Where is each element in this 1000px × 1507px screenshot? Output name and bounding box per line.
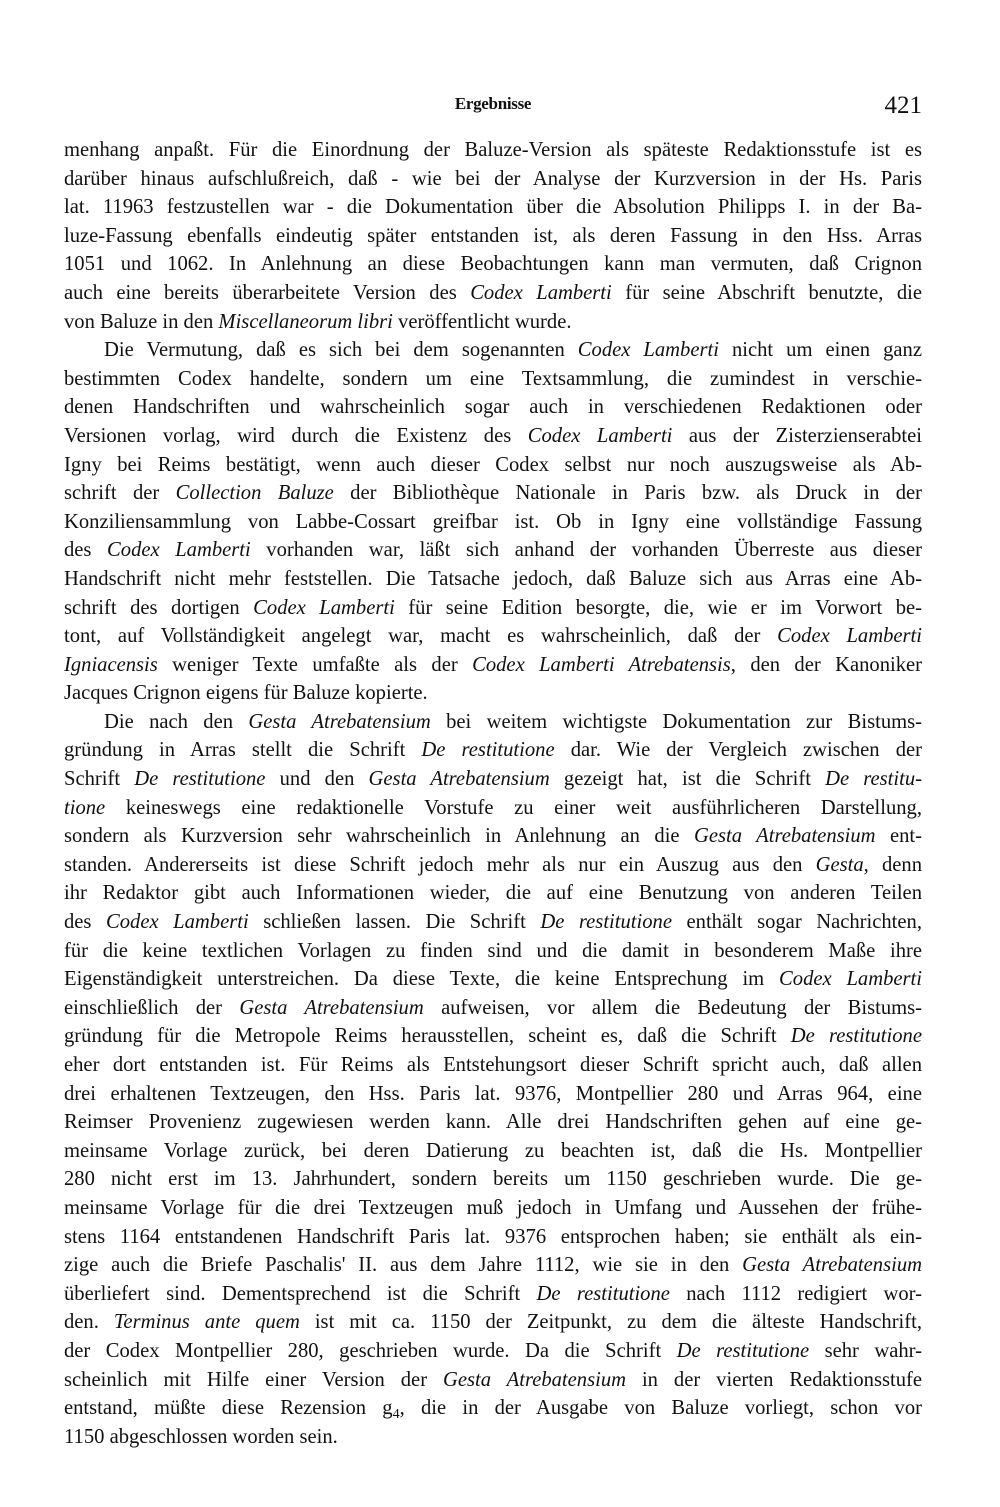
- text-span: gründung in Arras stellt die Schrift: [64, 739, 422, 762]
- text-line: [64, 250, 922, 279]
- text-line: [64, 651, 922, 680]
- page-number: 421: [884, 92, 922, 119]
- text-span: Jacques Crignon eigens für Baluze kopierte.: [64, 682, 428, 705]
- text-span: schrift der: [64, 482, 176, 505]
- text-line: [64, 1165, 922, 1194]
- text-line: [64, 451, 922, 480]
- text-line: [64, 994, 922, 1023]
- italic-span: De restitutione: [676, 1339, 810, 1362]
- text-line: [64, 1022, 922, 1051]
- text-span: dar. Wie der Vergleich zwischen der: [554, 739, 922, 762]
- italic-span: Gesta Atrebatensium: [239, 996, 424, 1019]
- text-line: [64, 908, 922, 937]
- italic-span: Codex Lamberti: [253, 596, 395, 619]
- text-span: luze-Fassung ebenfalls eindeutig später entstanden ist, als deren Fassung in den Hss. Arras: [64, 224, 922, 247]
- text-line: [64, 736, 922, 765]
- text-span: 1150 abgeschlossen worden sein.: [64, 1425, 338, 1448]
- text-line: [64, 794, 922, 823]
- text-span: den.: [64, 1311, 114, 1334]
- text-line: [64, 1080, 922, 1109]
- text-line: [64, 536, 922, 565]
- text-span: 280 nicht erst im 13. Jahrhundert, sondern bereits um 1150 geschrieben wurde. Die ge-: [64, 1168, 922, 1191]
- text-span: bei weitem wichtigste Dokumentation zur Bistums-: [430, 710, 923, 733]
- text-span: enthält sogar Nachrichten,: [671, 911, 922, 934]
- text-span: nach 1112 redigiert wor-: [669, 1282, 922, 1305]
- italic-span: De restitutione: [790, 1025, 922, 1048]
- italic-span: De restitu-: [825, 768, 923, 791]
- italic-span: Collection Baluze: [175, 482, 334, 505]
- text-span: schrift des dortigen: [64, 596, 254, 619]
- text-span: keineswegs eine redaktionelle Vorstufe zu einer weit ausführlicheren Darstellung,: [105, 796, 922, 819]
- text-span: aufweisen, vor allem die Bedeutung der Bistums-: [423, 996, 923, 1019]
- italic-span: Gesta Atrebatensium: [694, 825, 876, 848]
- text-line: [64, 393, 922, 422]
- text-line: [64, 1108, 922, 1137]
- text-line: [64, 1280, 922, 1309]
- text-span: überliefert sind. Dementsprechend ist die Schrift: [64, 1282, 537, 1305]
- text-span: Schrift: [64, 768, 135, 791]
- text-span: für seine Abschrift benutzte, die: [611, 281, 922, 304]
- subscript: 4: [392, 1407, 400, 1423]
- text-span: scheinlich mit Hilfe einer Version der: [64, 1368, 444, 1391]
- text-line: [64, 1337, 922, 1366]
- text-span: meinsame Vorlage zurück, bei deren Datierung zu beachten ist, daß die Hs. Montpellier: [64, 1139, 922, 1162]
- text-line: [64, 136, 922, 165]
- text-line: [64, 1423, 922, 1452]
- italic-span: Terminus ante quem: [113, 1311, 300, 1334]
- text-line: [64, 965, 922, 994]
- text-span: meinsame Vorlage für die drei Textzeugen muß jedoch in Umfang und Aussehen der frühe-: [64, 1196, 922, 1219]
- italic-span: tione: [64, 796, 106, 819]
- italic-span: Codex Lamberti: [577, 339, 719, 362]
- italic-span: Gesta Atrebatensium: [443, 1368, 626, 1391]
- text-span: des: [64, 539, 108, 562]
- text-line: [64, 1308, 922, 1337]
- text-span: sondern als Kurzversion sehr wahrscheinlich in Anlehnung an die: [64, 825, 695, 848]
- text-span: veröffentlicht wurde.: [392, 310, 572, 333]
- text-line: [64, 336, 922, 365]
- text-line: [64, 1366, 922, 1395]
- text-span: menhang anpaßt. Für die Einordnung der Baluze-Version als späteste Redaktionsstufe ist es: [64, 139, 922, 161]
- text-line: [64, 1137, 922, 1166]
- text-line: [64, 594, 922, 623]
- italic-span: De restitutione: [536, 1282, 670, 1305]
- text-span: Versionen vorlag, wird durch die Existenz des: [64, 424, 528, 447]
- text-span: des: [64, 911, 106, 934]
- text-span: , den der Kanoniker: [730, 653, 923, 676]
- text-line: [64, 851, 922, 880]
- italic-span: De restitutione: [421, 739, 555, 762]
- text-span: auch eine bereits überarbeitete Version des: [64, 281, 471, 304]
- text-span: entstand, müßte diese Rezension g: [64, 1397, 393, 1420]
- text-span: Reimser Provenienz zugewiesen werden kann. Alle drei Handschriften gehen auf eine ge-: [64, 1111, 922, 1134]
- text-span: Die nach den: [104, 710, 249, 733]
- text-line: [64, 365, 922, 394]
- text-span: ihr Redaktor gibt auch Informationen wieder, die auf eine Benutzung von anderen Teilen: [64, 882, 922, 905]
- text-span: , die in der Ausgabe von Baluze vorliegt, schon vor: [399, 1397, 922, 1420]
- text-span: gründung für die Metropole Reims herausstellen, scheint es, daß die Schrift: [64, 1025, 791, 1048]
- text-span: denen Handschriften und wahrscheinlich sogar auch in verschiedenen Redaktionen oder: [64, 396, 922, 419]
- italic-span: Gesta Atrebatensium: [248, 710, 431, 733]
- text-span: darüber hinaus aufschlußreich, daß - wie bei der Analyse der Kurzversion in der Hs. Paris: [64, 167, 922, 190]
- text-span: ist mit ca. 1150 der Zeitpunkt, zu dem die älteste Handschrift,: [299, 1311, 923, 1334]
- text-span: einschließlich der: [64, 996, 240, 1019]
- text-line: [64, 1051, 922, 1080]
- text-span: für seine Edition besorgte, die, wie er im Vorwort be-: [394, 596, 923, 619]
- text-span: weniger Texte umfaßte als der: [157, 653, 473, 676]
- text-line: [64, 708, 922, 737]
- text-span: drei erhaltenen Textzeugen, den Hss. Paris lat. 9376, Montpellier 280 und Arras 964, eine: [64, 1082, 922, 1105]
- italic-span: Codex Lamberti Atrebatensis: [472, 653, 731, 676]
- text-span: der Codex Montpellier 280, geschrieben wurde. Da die Schrift: [64, 1339, 677, 1362]
- text-line: [64, 1394, 922, 1423]
- text-line: [64, 1223, 922, 1252]
- text-line: [64, 937, 922, 966]
- text-line: [64, 279, 922, 308]
- text-span: schließen lassen. Die Schrift: [248, 911, 541, 934]
- text-span: Die Vermutung, daß es sich bei dem sogenannten: [104, 339, 578, 362]
- text-line: [64, 565, 922, 594]
- italic-span: Gesta Atrebatensium: [742, 1254, 922, 1277]
- italic-span: Codex Lamberti: [779, 968, 922, 991]
- italic-span: Codex Lamberti: [107, 539, 251, 562]
- running-header: [64, 92, 922, 126]
- text-line: [64, 622, 922, 651]
- italic-span: Gesta: [815, 853, 864, 876]
- text-span: Handschrift nicht mehr feststellen. Die Tatsache jedoch, daß Baluze sich aus Arras eine Ab-: [64, 567, 922, 590]
- text-line: [64, 879, 922, 908]
- text-line: [64, 1194, 922, 1223]
- text-span: und den: [265, 768, 369, 791]
- paragraph: [64, 336, 922, 708]
- text-span: 1051 und 1062. In Anlehnung an diese Beobachtungen kann man vermuten, daß Crignon: [64, 253, 922, 276]
- italic-span: De restitutione: [134, 768, 266, 791]
- text-span: eher dort entstanden ist. Für Reims als Entstehungsort dieser Schrift spricht auch, daß allen: [64, 1054, 922, 1076]
- text-span: vorhanden war, läßt sich anhand der vorhanden Überreste aus dieser: [250, 539, 922, 562]
- text-span: gezeigt hat, ist die Schrift: [549, 768, 826, 791]
- text-line: [64, 222, 922, 251]
- text-span: von Baluze in den: [64, 310, 219, 333]
- text-span: der Bibliothèque Nationale in Paris bzw. als Druck in der: [333, 482, 923, 505]
- body-text: [64, 136, 922, 1451]
- text-span: aus der Zisterzienserabtei: [672, 424, 923, 447]
- text-line: [64, 193, 922, 222]
- paragraph: [64, 136, 922, 336]
- text-span: zige auch die Briefe Paschalis' II. aus dem Jahre 1112, wie sie in den: [64, 1254, 743, 1277]
- text-span: Konziliensammlung von Labbe-Cossart greifbar ist. Ob in Igny eine vollständige Fassung: [64, 510, 922, 533]
- text-line: [64, 1251, 922, 1280]
- text-span: nicht um einen ganz: [718, 339, 922, 362]
- text-span: Eigenständigkeit unterstreichen. Da diese Texte, die keine Entsprechung im: [64, 968, 780, 991]
- text-line: [64, 308, 922, 337]
- text-span: tont, auf Vollständigkeit angelegt war, macht es wahrscheinlich, daß der: [64, 625, 778, 648]
- text-span: in der vierten Redaktionsstufe: [626, 1368, 923, 1391]
- text-line: [64, 422, 922, 451]
- text-span: Igny bei Reims bestätigt, wenn auch dieser Codex selbst nur noch auszugsweise als Ab-: [64, 453, 922, 476]
- text-span: sehr wahr-: [809, 1339, 922, 1362]
- text-line: [64, 479, 922, 508]
- italic-span: Codex Lamberti: [777, 625, 922, 648]
- italic-span: Codex Lamberti: [470, 281, 612, 304]
- italic-span: De restitutione: [540, 911, 672, 934]
- italic-span: Gesta Atrebatensium: [368, 768, 550, 791]
- text-line: [64, 679, 922, 708]
- paragraph: [64, 708, 922, 1451]
- text-line: [64, 508, 922, 537]
- text-line: [64, 165, 922, 194]
- italic-span: Codex Lamberti: [106, 911, 249, 934]
- text-span: für die keine textlichen Vorlagen zu finden sind und die damit in besonderem Maße ihre: [64, 939, 922, 962]
- text-span: standen. Andererseits ist diese Schrift jedoch mehr als nur ein Auszug aus den: [64, 853, 816, 876]
- text-span: bestimmten Codex handelte, sondern um eine Textsammlung, die zumindest in verschie-: [64, 367, 922, 390]
- text-span: stens 1164 entstandenen Handschrift Paris lat. 9376 entsprochen haben; sie enthält als ein-: [64, 1225, 922, 1248]
- text-span: ent-: [875, 825, 923, 848]
- running-title: Ergebnisse: [454, 94, 532, 113]
- italic-span: Codex Lamberti: [527, 424, 673, 447]
- text-line: [64, 822, 922, 851]
- text-span: , denn: [863, 853, 922, 876]
- italic-span: Igniacensis: [64, 653, 158, 676]
- text-span: lat. 11963 festzustellen war - die Dokumentation über die Absolution Philipps I. in der Ba-: [64, 196, 922, 219]
- italic-span: Miscellaneorum libri: [218, 310, 393, 333]
- text-line: [64, 765, 922, 794]
